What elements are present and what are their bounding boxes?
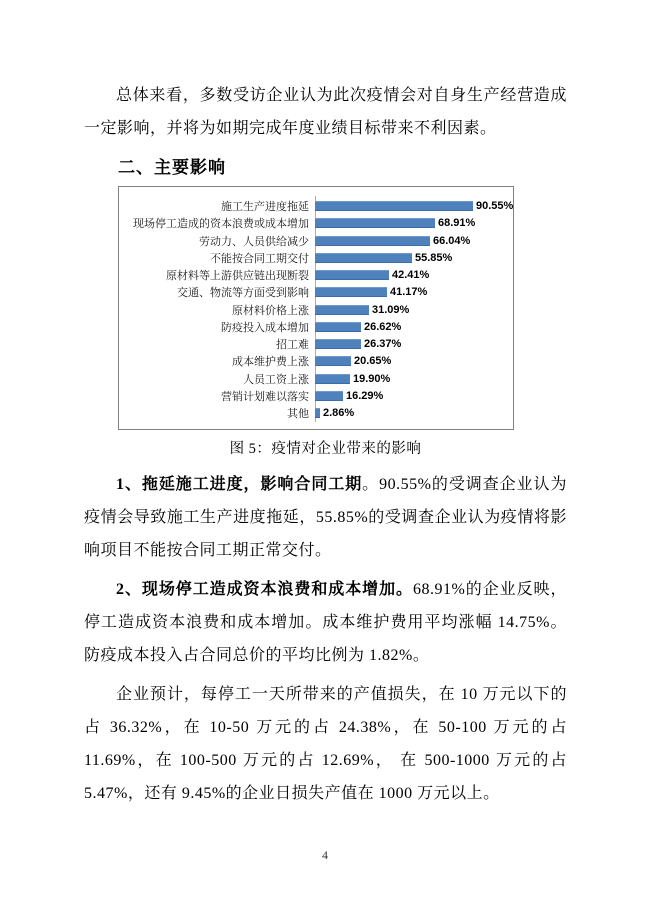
chart-category-label: 现场停工造成的资本浪费或成本增加 — [133, 218, 309, 231]
chart-category-label: 招工难 — [276, 339, 309, 351]
chart-bar — [315, 356, 351, 366]
chart-row — [119, 388, 513, 404]
body-paragraphs — [84, 468, 567, 810]
paragraph-3 — [84, 678, 567, 810]
chart-bar — [315, 270, 389, 280]
chart-value-label: 66.04% — [433, 234, 471, 247]
chart-row — [119, 353, 513, 369]
paragraph-2-lead: 2、现场停工造成资本浪费和成本增加。 — [116, 581, 413, 598]
page-content — [84, 79, 567, 810]
chart-row — [119, 233, 513, 249]
chart-value-label: 55.85% — [415, 251, 453, 264]
chart-bar — [315, 391, 343, 401]
chart-value-label: 16.29% — [346, 389, 384, 402]
chart-bar-area — [315, 390, 513, 402]
chart-category-label: 施工生产进度拖延 — [221, 201, 309, 213]
chart-bar-area — [315, 338, 513, 350]
chart-category-label: 防疫投入成本增加 — [221, 321, 309, 334]
chart-bar-area — [315, 200, 513, 212]
chart-value-label: 26.62% — [364, 320, 402, 333]
chart-bar-area — [315, 304, 513, 316]
chart-value-label: 41.17% — [390, 286, 428, 299]
chart-row — [119, 319, 513, 335]
paragraph-1-lead: 1、拖延施工进度，影响合同工期 — [116, 476, 363, 493]
chart-bar-area — [315, 373, 513, 385]
chart-value-label: 90.55% — [476, 200, 514, 212]
chart-bar — [315, 322, 361, 332]
chart-category-label: 成本维护费上涨 — [232, 356, 309, 369]
figure-caption: 图 5：疫情对企业带来的影响 — [229, 441, 422, 457]
chart-bar — [315, 339, 361, 349]
chart-row — [119, 371, 513, 387]
chart-category-label: 原材料价格上涨 — [232, 304, 309, 317]
chart-value-label: 26.37% — [364, 338, 402, 350]
chart-row — [119, 336, 513, 352]
chart-bar-area — [315, 217, 513, 229]
chart-category-label: 不能按合同工期交付 — [210, 252, 309, 265]
paragraph-2-body: 68.91%的企业反映，停工造成资本浪费和成本增加。成本维护费用平均涨幅 14.75%。防疫成本投入占合同总价的平均比例为 1.82%。 — [84, 581, 567, 664]
chart-bar — [315, 305, 369, 315]
chart-value-label: 31.09% — [372, 303, 410, 316]
chart-value-label: 19.90% — [353, 372, 391, 385]
chart-bar — [315, 374, 350, 384]
chart-bar-area — [315, 355, 513, 367]
chart-bar — [315, 218, 435, 228]
chart-category-label: 人员工资上涨 — [243, 373, 309, 386]
chart-row — [119, 215, 513, 231]
chart-value-label: 42.41% — [392, 269, 430, 281]
chart-bar — [315, 408, 320, 418]
chart-row — [119, 284, 513, 300]
chart-bar — [315, 287, 387, 297]
chart-bar-area — [315, 269, 513, 281]
intro-paragraph: 总体来看，多数受访企业认为此次疫情会对自身生产经营造成一定影响，并将为如期完成年度业绩目标带来不利因素。 — [84, 87, 567, 137]
section-heading: 二、主要影响 — [118, 158, 226, 177]
chart-row — [119, 302, 513, 318]
chart-category-label: 营销计划难以落实 — [221, 390, 309, 403]
chart-value-label: 20.65% — [354, 355, 392, 368]
chart-bar — [315, 201, 473, 211]
chart-row — [119, 405, 513, 421]
bar-chart-figure — [118, 186, 514, 430]
chart-bar-area — [315, 252, 513, 264]
chart-bar-area — [315, 407, 513, 419]
page-number: 4 — [322, 848, 328, 862]
paragraph-2 — [84, 573, 567, 672]
paragraph-1-body: 。90.55%的受调查企业认为疫情会导致施工生产进度拖延，55.85%的受调查企业认为疫情将影响项目不能按合同工期正常交付。 — [84, 476, 567, 559]
chart-category-label: 劳动力、人员供给减少 — [199, 235, 309, 248]
paragraph-3-body: 企业预计，每停工一天所带来的产值损失，在 10 万元以下的占 36.32%，在 10-50 万元的占 24.38%，在 50-100 万元的占 11.69%，在 100-500 万元的占 12.69%， 在 500-1000 万元的占 5.47%，还有 9.45%的企业日损失产值在 1000 万元以上。 — [84, 686, 567, 802]
chart-bar-area — [315, 321, 513, 333]
chart-category-label: 原材料等上游供应链出现断裂 — [166, 270, 309, 282]
chart-row — [119, 267, 513, 283]
paragraph-1 — [84, 468, 567, 567]
chart-value-label: 68.91% — [438, 217, 476, 230]
chart-row — [119, 250, 513, 266]
chart-bar-area — [315, 235, 513, 247]
chart-category-label: 其他 — [287, 408, 309, 420]
chart-category-label: 交通、物流等方面受到影响 — [177, 287, 309, 300]
chart-bar — [315, 253, 412, 263]
chart-value-label: 2.86% — [323, 407, 355, 419]
chart-bar — [315, 236, 430, 246]
chart-rows — [119, 198, 513, 421]
chart-bar-area — [315, 286, 513, 298]
chart-row — [119, 198, 513, 214]
